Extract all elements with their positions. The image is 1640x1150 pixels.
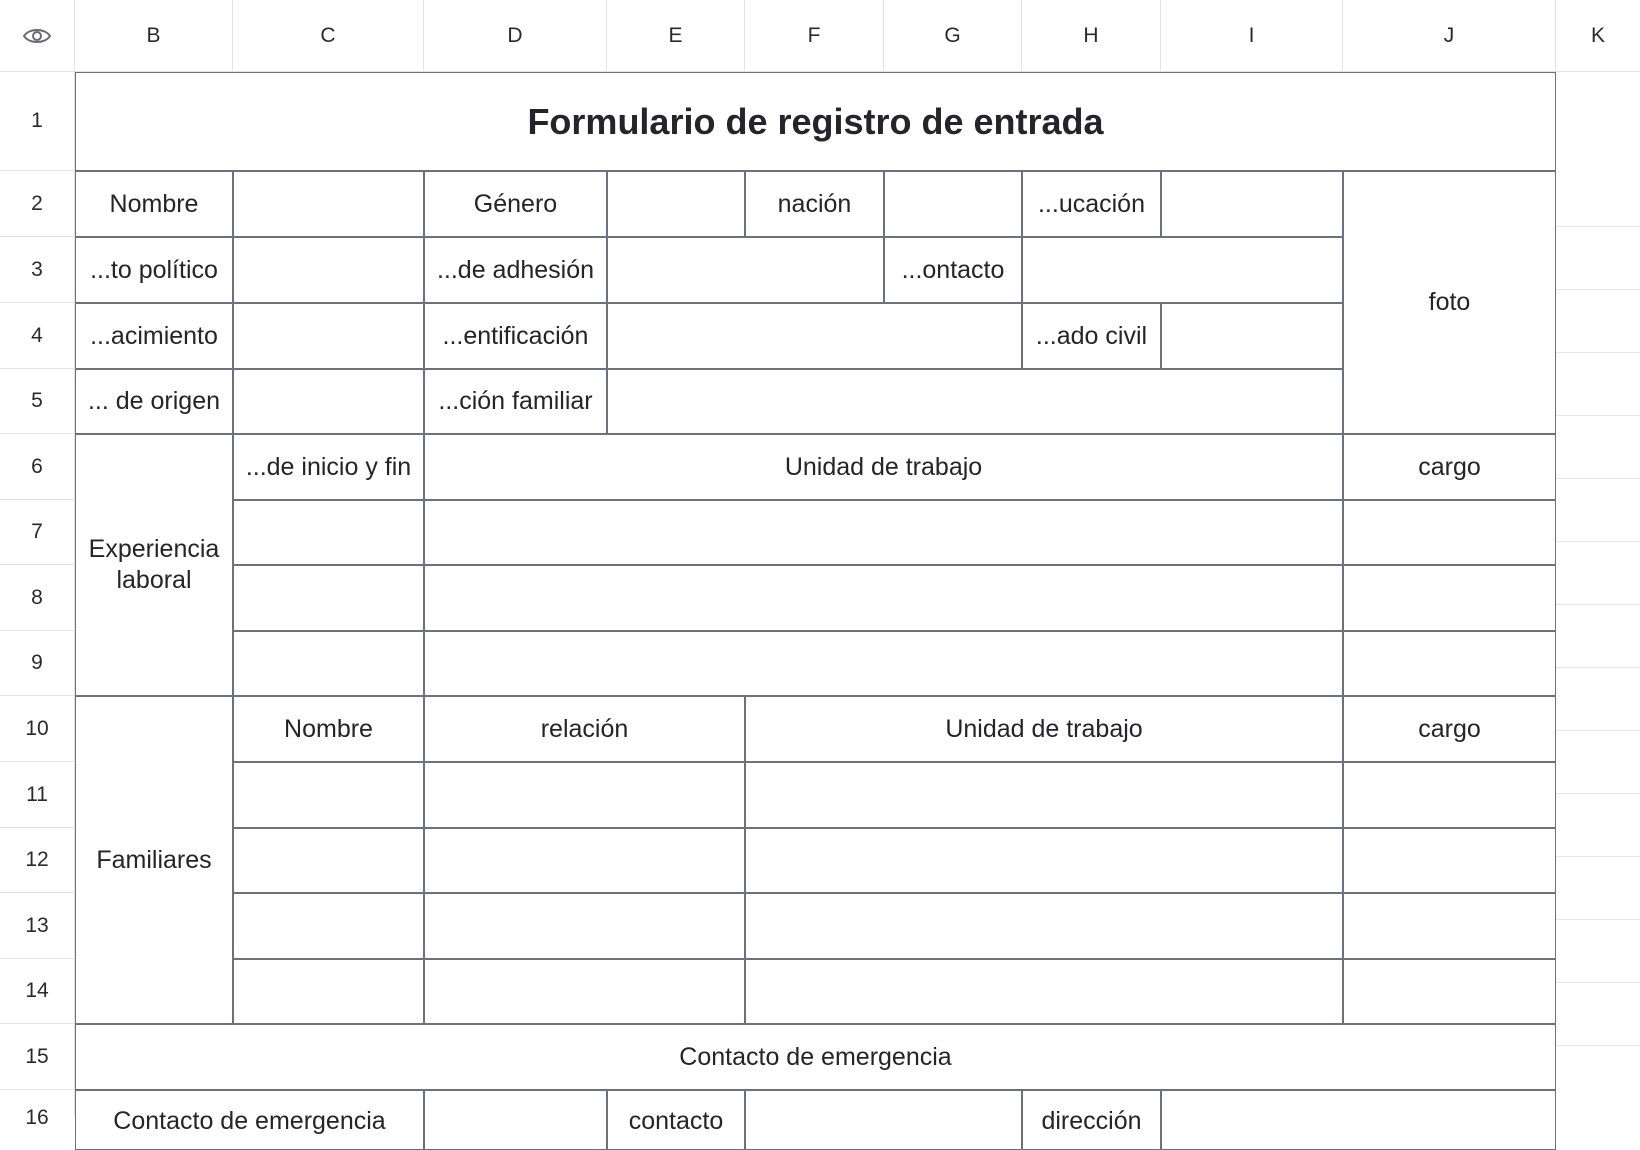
input-fecha-adhesion[interactable] — [607, 237, 884, 303]
column-header-i[interactable]: I — [1161, 0, 1343, 72]
row-header-14[interactable]: 14 — [0, 959, 75, 1024]
input-emergencia-direccion[interactable] — [1161, 1090, 1556, 1150]
column-header-b[interactable]: B — [75, 0, 233, 72]
exp-fechas-cell[interactable] — [233, 631, 424, 696]
input-direccion-familiar[interactable] — [607, 369, 1343, 434]
fam-unidad-cell[interactable] — [745, 828, 1343, 893]
row-header-10[interactable]: 10 — [0, 696, 75, 762]
label-fecha-adhesion[interactable]: ...de adhesión — [424, 237, 607, 303]
input-contacto-emergencia[interactable] — [424, 1090, 607, 1150]
label-nacion[interactable]: nación — [745, 171, 884, 237]
photo-cell[interactable]: foto — [1343, 171, 1556, 434]
label-lugar-origen[interactable]: ... de origen — [75, 369, 233, 434]
fam-relacion-cell[interactable] — [424, 893, 745, 959]
column-header-e[interactable]: E — [607, 0, 745, 72]
row-header-5[interactable]: 5 — [0, 369, 75, 434]
header-fam-nombre[interactable]: Nombre — [233, 696, 424, 762]
header-fam-unidad[interactable]: Unidad de trabajo — [745, 696, 1343, 762]
exp-cargo-cell[interactable] — [1343, 631, 1556, 696]
exp-unidad-cell[interactable] — [424, 500, 1343, 565]
input-identificacion[interactable] — [607, 303, 1022, 369]
label-nacimiento[interactable]: ...acimiento — [75, 303, 233, 369]
form-title[interactable]: Formulario de registro de entrada — [75, 72, 1556, 171]
grid-line — [1555, 604, 1640, 605]
section-contacto-emergencia[interactable]: Contacto de emergencia — [75, 1024, 1556, 1090]
row-header-16[interactable]: 16 — [0, 1090, 75, 1116]
header-unidad-trabajo[interactable]: Unidad de trabajo — [424, 434, 1343, 500]
grid-line — [1555, 226, 1640, 227]
exp-unidad-cell[interactable] — [424, 631, 1343, 696]
row-header-4[interactable]: 4 — [0, 303, 75, 369]
row-header-3[interactable]: 3 — [0, 237, 75, 303]
label-emergencia-contacto[interactable]: contacto — [607, 1090, 745, 1150]
eye-icon — [22, 26, 52, 46]
label-nombre[interactable]: Nombre — [75, 171, 233, 237]
header-fam-relacion[interactable]: relación — [424, 696, 745, 762]
fam-cargo-cell[interactable] — [1343, 893, 1556, 959]
fam-cargo-cell[interactable] — [1343, 762, 1556, 828]
fam-nombre-cell[interactable] — [233, 959, 424, 1024]
label-experiencia-laboral[interactable]: Experiencia laboral — [75, 434, 233, 696]
label-familiares[interactable]: Familiares — [75, 696, 233, 1024]
fam-cargo-cell[interactable] — [1343, 828, 1556, 893]
visibility-toggle[interactable] — [0, 0, 75, 72]
fam-cargo-cell[interactable] — [1343, 959, 1556, 1024]
label-genero[interactable]: Género — [424, 171, 607, 237]
fam-nombre-cell[interactable] — [233, 893, 424, 959]
fam-relacion-cell[interactable] — [424, 828, 745, 893]
input-nombre[interactable] — [233, 171, 424, 237]
input-contacto[interactable] — [1022, 237, 1343, 303]
column-header-d[interactable]: D — [424, 0, 607, 72]
grid-line — [1555, 919, 1640, 920]
input-nacion[interactable] — [884, 171, 1022, 237]
row-header-8[interactable]: 8 — [0, 565, 75, 631]
column-header-f[interactable]: F — [745, 0, 884, 72]
grid-line — [1555, 289, 1640, 290]
grid-line — [1555, 856, 1640, 857]
row-header-1[interactable]: 1 — [0, 72, 75, 171]
grid-line — [1555, 730, 1640, 731]
exp-fechas-cell[interactable] — [233, 500, 424, 565]
exp-unidad-cell[interactable] — [424, 565, 1343, 631]
column-header-h[interactable]: H — [1022, 0, 1161, 72]
header-fechas-inicio-fin[interactable]: ...de inicio y fin — [233, 434, 424, 500]
row-header-6[interactable]: 6 — [0, 434, 75, 500]
row-header-9[interactable]: 9 — [0, 631, 75, 696]
column-header-j[interactable]: J — [1343, 0, 1556, 72]
row-header-11[interactable]: 11 — [0, 762, 75, 828]
fam-unidad-cell[interactable] — [745, 959, 1343, 1024]
fam-relacion-cell[interactable] — [424, 762, 745, 828]
row-header-7[interactable]: 7 — [0, 500, 75, 565]
column-header-k[interactable]: K — [1556, 0, 1640, 72]
grid-line — [1555, 667, 1640, 668]
input-educacion[interactable] — [1161, 171, 1343, 237]
row-header-15[interactable]: 15 — [0, 1024, 75, 1090]
input-estado-civil[interactable] — [1161, 303, 1343, 369]
exp-cargo-cell[interactable] — [1343, 565, 1556, 631]
grid-line — [1555, 415, 1640, 416]
input-partido-politico[interactable] — [233, 237, 424, 303]
grid-line — [1555, 478, 1640, 479]
fam-nombre-cell[interactable] — [233, 762, 424, 828]
fam-unidad-cell[interactable] — [745, 762, 1343, 828]
label-partido-politico[interactable]: ...to político — [75, 237, 233, 303]
input-lugar-origen[interactable] — [233, 369, 424, 434]
input-genero[interactable] — [607, 171, 745, 237]
column-header-c[interactable]: C — [233, 0, 424, 72]
input-nacimiento[interactable] — [233, 303, 424, 369]
label-direccion-familiar[interactable]: ...ción familiar — [424, 369, 607, 434]
header-cargo[interactable]: cargo — [1343, 434, 1556, 500]
label-contacto-emergencia[interactable]: Contacto de emergencia — [75, 1090, 424, 1150]
row-header-2[interactable]: 2 — [0, 171, 75, 237]
label-identificacion[interactable]: ...entificación — [424, 303, 607, 369]
grid-line — [1555, 793, 1640, 794]
label-estado-civil[interactable]: ...ado civil — [1022, 303, 1161, 369]
exp-cargo-cell[interactable] — [1343, 500, 1556, 565]
fam-unidad-cell[interactable] — [745, 893, 1343, 959]
column-header-g[interactable]: G — [884, 0, 1022, 72]
label-educacion[interactable]: ...ucación — [1022, 171, 1161, 237]
grid-line — [1555, 541, 1640, 542]
header-fam-cargo[interactable]: cargo — [1343, 696, 1556, 762]
grid-line — [1555, 1045, 1640, 1046]
fam-nombre-cell[interactable] — [233, 828, 424, 893]
row-header-13[interactable]: 13 — [0, 893, 75, 959]
label-emergencia-direccion[interactable]: dirección — [1022, 1090, 1161, 1150]
grid-line — [1555, 352, 1640, 353]
fam-relacion-cell[interactable] — [424, 959, 745, 1024]
grid-line — [1555, 982, 1640, 983]
input-emergencia-contacto[interactable] — [745, 1090, 1022, 1150]
label-contacto[interactable]: ...ontacto — [884, 237, 1022, 303]
row-header-12[interactable]: 12 — [0, 828, 75, 893]
exp-fechas-cell[interactable] — [233, 565, 424, 631]
